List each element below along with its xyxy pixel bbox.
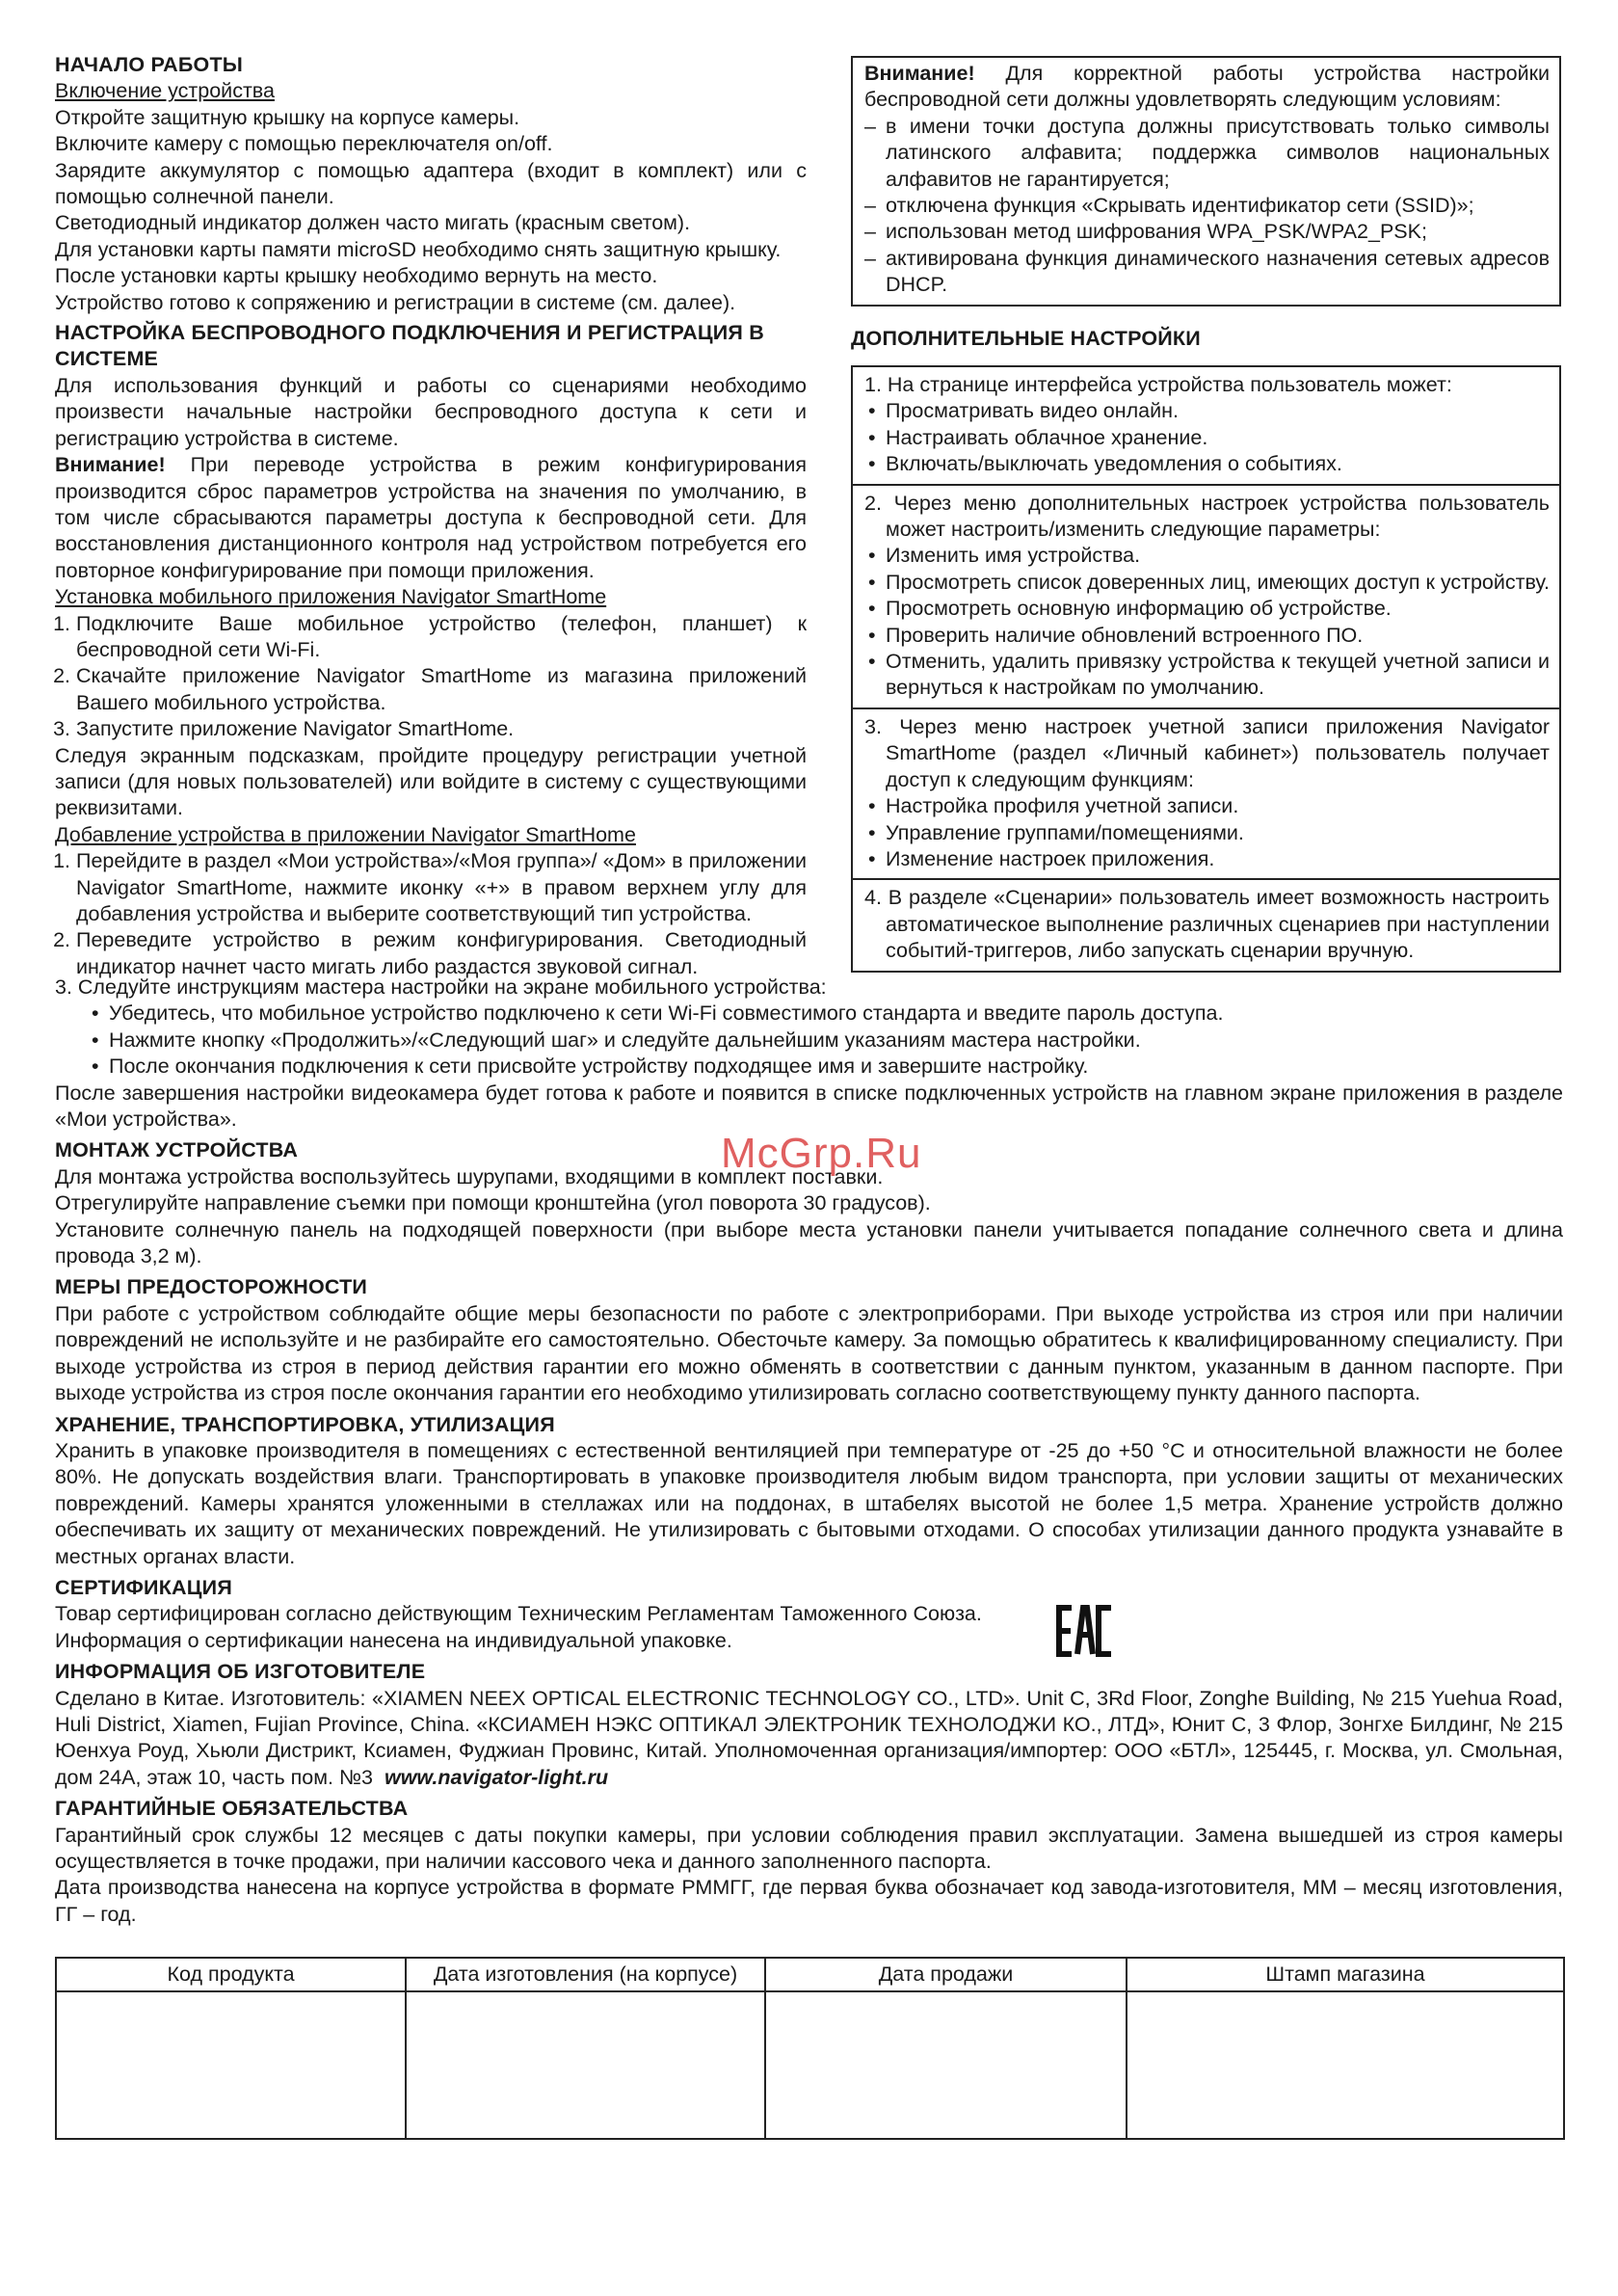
network-attention [864, 61, 1550, 114]
extra-s1-item: • Настраивать облачное хранение. [864, 425, 1550, 451]
add-step: 1. Перейдите в раздел «Мои устройства»/«Моя группа»/ «Дом» в приложении Navigator SmartHome, нажмите иконку «+» в правом верхнем углу для добавления устройства и выберите соответствующий тип устройства. [76, 848, 807, 927]
extra-settings-box [851, 365, 1561, 973]
table-row [56, 1991, 1564, 2139]
safety-title: МЕРЫ ПРЕДОСТОРОЖНОСТИ [55, 1275, 368, 1299]
install-step: 1. Подключите Ваше мобильное устройство (телефон, планшет) к беспроводной сети Wi-Fi. [76, 611, 807, 664]
install-step: 3. Запустите приложение Navigator SmartHome. [76, 716, 807, 742]
left-column [55, 52, 807, 980]
start-line: После установки карты крышку необходимо вернуть на место. [55, 264, 658, 288]
add-title: Добавление устройства в приложении Navigator SmartHome [55, 822, 636, 846]
step3-bullet: • Убедитесь, что мобильное устройство подключено к сети Wi-Fi совместимого стандарта и введите пароль доступа. [88, 1001, 1563, 1027]
extra-section-1 [853, 367, 1559, 486]
sale-date-cell[interactable] [765, 1991, 1127, 2139]
network-condition: – отключена функция «Скрывать идентификатор сети (SSID)»; [864, 193, 1550, 219]
product-code-cell[interactable] [56, 1991, 406, 2139]
mount-line: Для монтажа устройства воспользуйтесь шурупами, входящими в комплект поставки. [55, 1164, 884, 1188]
manufacture-date-cell[interactable] [406, 1991, 765, 2139]
install-title: Установка мобильного приложения Navigator SmartHome [55, 585, 607, 609]
network-condition: – активирована функция динамического назначения сетевых адресов DHCP. [864, 246, 1550, 299]
warranty-line: Гарантийный срок службы 12 месяцев с даты покупки камеры, при условии соблюдения правил эксплуатации. Замена вышедшей из строя камеры осуществляется в точке продажи, при наличии кассового чека и данного заполненного паспорта. [55, 1823, 1563, 1873]
attention-label: Внимание! [55, 453, 166, 477]
install-after: Следуя экранным подсказкам, пройдите процедуру регистрации учетной записи (для новых пользователей) или войдите в систему с существующими реквизитами. [55, 743, 807, 820]
extra-s2-item: • Отменить, удалить привязку устройства к текущей учетной записи и вернуться к настройкам по умолчанию. [864, 649, 1550, 702]
cert-line: Информация о сертификации нанесена на индивидуальной упаковке. [55, 1628, 732, 1652]
eac-mark [1055, 1603, 1115, 1659]
network-attention-text: Для корректной работы устройства настройки беспроводной сети должны удовлетворять следующим условиям: [864, 62, 1550, 112]
extra-s1-list [864, 398, 1550, 477]
col-sale-date: Дата продажи [765, 1958, 1127, 1991]
watermark: McGrp.Ru [721, 1130, 922, 1177]
start-title: НАЧАЛО РАБОТЫ [55, 53, 244, 76]
extra-s2-item: • Просмотреть основную информацию об устройстве. [864, 596, 1550, 622]
maker-text [55, 1686, 1563, 1792]
warranty-line: Дата производства нанесена на корпусе устройства в формате РММГГ, где первая буква обозначает код завода-изготовителя, ММ – месяц изготовления, ГГ – год. [55, 1876, 1563, 1926]
wireless-title: НАСТРОЙКА БЕСПРОВОДНОГО ПОДКЛЮЧЕНИЯ И РЕГИСТРАЦИЯ В СИСТЕМЕ [55, 321, 764, 371]
add-step: 2. Переведите устройство в режим конфигурирования. Светодиодный индикатор начнет часто мигать либо раздастся звуковой сигнал. [76, 927, 807, 980]
network-condition: – в имени точки доступа должны присутствовать только символы латинского алфавита; поддержка символов национальных алфавитов не гарантируется; [864, 114, 1550, 193]
add-step-3: 3. Следуйте инструкциям мастера настройки на экране мобильного устройства: [55, 975, 827, 999]
col-product-code: Код продукта [56, 1958, 406, 1991]
attention-text: При переводе устройства в режим конфигурирования производится сброс параметров устройства на значения по умолчанию, в том числе сбрасываются параметры доступа к беспроводной сети. Для восстановления дистанционного контроля над устройством потребуется его повторное конфигурирование при помощи приложения. [55, 453, 807, 582]
start-line: Откройте защитную крышку на корпусе камеры. [55, 105, 520, 129]
network-conditions-box [851, 56, 1561, 307]
extra-s4-text: 4. В разделе «Сценарии» пользователь имеет возможность настроить автоматическое выполнение различных сценариев при наступлении событий-триггеров, либо запускать сценарии вручную. [864, 886, 1550, 963]
start-subtitle: Включение устройства [55, 79, 275, 103]
extra-s2-item: • Проверить наличие обновлений встроенного ПО. [864, 623, 1550, 649]
warranty-table [55, 1957, 1565, 2140]
cert-title: СЕРТИФИКАЦИЯ [55, 1575, 232, 1599]
extra-s3-item: • Изменение настроек приложения. [864, 846, 1550, 872]
start-line: Светодиодный индикатор должен часто мигать (красным светом). [55, 211, 691, 235]
mount-title: МОНТАЖ УСТРОЙСТВА [55, 1138, 299, 1162]
maker-body: Сделано в Китае. Изготовитель: «XIAMEN NEEX OPTICAL ELECTRONIC TECHNOLOGY CO., LTD». Unit C, 3Rd Floor, Zonghe Building, № 215 Yuehua Road, Huli District, Xiamen, Fujian Province, China. «КСИАМЕН НЭКС ОПТИКАЛ ЭЛЕКТРОНИК ТЕХНОЛОДЖИ КО., ЛТД», Юнит С, 3 Флор, Зонгхе Билдинг, № 215 Юенхуа Роуд, Хьюли Дистрикт, Ксиамен, Фуджиан Провинс, Китай. Уполномоченная организация/импортер: ООО «БТЛ», 125445, г. Москва, ул. Смольная, дом 24А, этаж 10, часть пом. №3 [55, 1686, 1563, 1789]
storage-text: Хранить в упаковке производителя в помещениях с естественной вентиляцией при температуре от -25 до +50 °С и относительной влажности не более 80%. Не допускать воздействия влаги. Транспортировать в упаковке производителя любым видом транспорта, при условии защиты от механических повреждений. Камеры хранятся уложенными в стеллажах или на поддонах, в штабелях высотой не более 1,5 метра. Хранение устройств должно обеспечивать их защиту от механических повреждений. Не утилизировать с бытовыми отходами. О способах утилизации данного продукта узнавайте в местных органах власти. [55, 1438, 1563, 1568]
step3-bullets [55, 1001, 1563, 1080]
mount-line: Отрегулируйте направление съемки при помощи кронштейна (угол поворота 30 градусов). [55, 1191, 931, 1215]
start-line: Для установки карты памяти microSD необходимо снять защитную крышку. [55, 237, 782, 261]
extra-s3-head: 3. Через меню настроек учетной записи приложения Navigator SmartHome (раздел «Личный кабинет») пользователь получает доступ к следующим функциям: [864, 714, 1550, 791]
network-attention-label: Внимание! [864, 62, 975, 85]
warranty-table-header [56, 1958, 1564, 1991]
full-width-section [55, 974, 1563, 1928]
network-condition: – использован метод шифрования WPA_PSK/WPA2_PSK; [864, 219, 1550, 245]
mount-line: Установите солнечную панель на подходящей поверхности (при выборе места установки панели учитывается попадание солнечного света и длина провода 3,2 м). [55, 1217, 1563, 1268]
extra-section-2 [853, 486, 1559, 709]
step3-bullet: • После окончания подключения к сети присвойте устройству подходящее имя и завершите настройку. [88, 1054, 1563, 1080]
wireless-intro: Для использования функций и работы со сценариями необходимо произвести начальные настройки беспроводного доступа к сети и регистрацию устройства в системе. [55, 373, 807, 450]
extra-section-3 [853, 709, 1559, 880]
safety-text: При работе с устройством соблюдайте общие меры безопасности по работе с электроприборами. При выходе устройства из строя или при наличии повреждений не используйте и не разбирайте его самостоятельно. Обесточьте камеру. За помощью обратитесь к квалифицированному специалисту. При выходе устройства из строя в период действия гарантии его можно обменять в соответствии с данным пунктом, указанным в данном паспорте. При выходе устройства из строя после окончания гарантии его необходимо утилизировать согласно соответствующему пункту данного паспорта. [55, 1301, 1563, 1405]
start-line: Включите камеру с помощью переключателя on/off. [55, 132, 553, 156]
extra-title: ДОПОЛНИТЕЛЬНЫЕ НАСТРОЙКИ [851, 327, 1201, 350]
cert-line: Товар сертифицирован согласно действующим Техническим Регламентам Таможенного Союза. [55, 1602, 982, 1626]
maker-title: ИНФОРМАЦИЯ ОБ ИЗГОТОВИТЕЛЕ [55, 1660, 426, 1684]
extra-section-4 [853, 880, 1559, 970]
network-conditions-list [864, 114, 1550, 299]
extra-s3-list [864, 793, 1550, 872]
eac-icon [1055, 1603, 1115, 1659]
warranty-title: ГАРАНТИЙНЫЕ ОБЯЗАТЕЛЬСТВА [55, 1797, 409, 1821]
extra-s1-head: 1. На странице интерфейса устройства пользователь может: [864, 373, 1452, 396]
extra-s3-item: • Управление группами/помещениями. [864, 820, 1550, 846]
install-step: 2. Скачайте приложение Navigator SmartHome из магазина приложений Вашего мобильного устройства. [76, 663, 807, 716]
install-steps [55, 611, 807, 743]
wireless-attention [55, 452, 807, 584]
extra-s2-item: • Изменить имя устройства. [864, 543, 1550, 569]
extra-s1-item: • Включать/выключать уведомления о событиях. [864, 451, 1550, 477]
maker-site-link[interactable]: www.navigator-light.ru [384, 1765, 609, 1789]
extra-s2-item: • Просмотреть список доверенных лиц, имеющих доступ к устройству. [864, 570, 1550, 596]
extra-s2-head: 2. Через меню дополнительных настроек устройства пользователь может настроить/изменить следующие параметры: [864, 491, 1550, 542]
storage-title: ХРАНЕНИЕ, ТРАНСПОРТИРОВКА, УТИЛИЗАЦИЯ [55, 1412, 555, 1436]
extra-s1-item: • Просматривать видео онлайн. [864, 398, 1550, 424]
add-steps [55, 848, 807, 980]
store-stamp-cell[interactable] [1127, 1991, 1564, 2139]
col-manufacture-date: Дата изготовления (на корпусе) [406, 1958, 765, 1991]
step3-bullet: • Нажмите кнопку «Продолжить»/«Следующий шаг» и следуйте дальнейшим указаниям мастера настройки. [88, 1028, 1563, 1054]
start-line: Зарядите аккумулятор с помощью адаптера (входит в комплект) или с помощью солнечной панели. [55, 158, 807, 209]
extra-s2-list [864, 543, 1550, 701]
extra-s3-item: • Настройка профиля учетной записи. [864, 793, 1550, 819]
wireless-finish: После завершения настройки видеокамера будет готова к работе и появится в списке подключенных устройств на главном экране приложения в разделе «Мои устройства». [55, 1081, 1563, 1132]
col-store-stamp: Штамп магазина [1127, 1958, 1564, 1991]
start-line: Устройство готово к сопряжению и регистрации в системе (см. далее). [55, 290, 736, 314]
